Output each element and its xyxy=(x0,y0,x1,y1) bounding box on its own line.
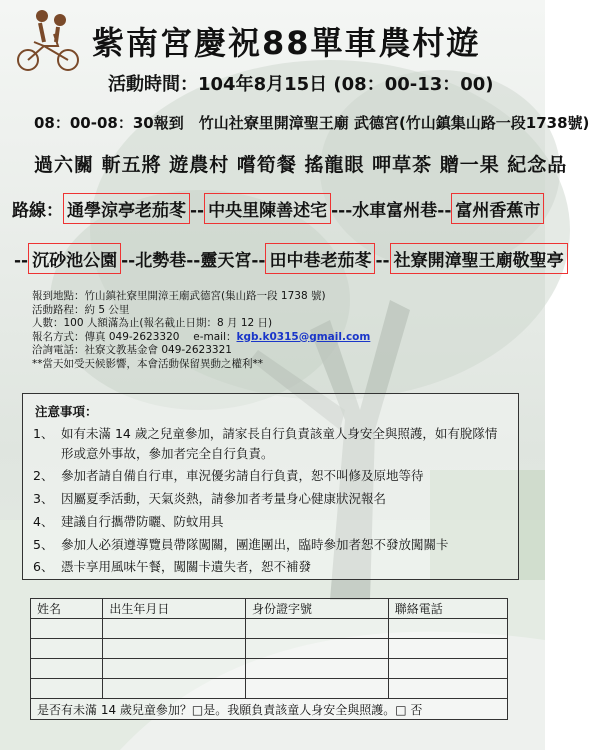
route-connector: --北勢巷--靈天宮-- xyxy=(121,251,266,271)
route-label: 路線： xyxy=(12,201,63,221)
notice-text: 參加人必須遵導覽員帶隊闖關，團進團出，臨時參加者恕不發放闖關卡 xyxy=(61,537,449,552)
participant-count: 人數：100 人額滿為止(報名截止日期：8 月 12 日) xyxy=(32,317,273,329)
event-time: 活動時間：104年8月15日 (08：00-13：00) xyxy=(108,74,494,95)
phone-column-header: 聯絡電話 xyxy=(388,599,507,619)
route-connector: -- xyxy=(14,251,29,271)
child-participation-question[interactable]: 是否有未滿 14 歲兒童參加？□是。我願負責該童人身安全與照護。□ 否 xyxy=(31,699,508,720)
route-stop: 沉砂池公園 xyxy=(28,243,121,274)
form-blank-row[interactable] xyxy=(31,639,508,659)
activities-list: 過六關 斬五將 遊農村 嚐筍餐 搖龍眼 呷草茶 贈一果 紀念品 xyxy=(34,154,568,176)
check-in-info: 08：00-08：30報到 竹山社寮里開漳聖王廟 武德宮(竹山鎮集山路一段1738號) xyxy=(34,114,589,132)
notice-item xyxy=(33,466,501,486)
event-info xyxy=(32,290,370,371)
route-connector: -- xyxy=(375,251,390,271)
notice-title: 注意事項： xyxy=(35,404,98,419)
checkin-location: 報到地點：竹山鎮社寮里開漳王廟武德宮(集山路一段 1738 號) xyxy=(32,290,326,302)
notice-item xyxy=(33,535,501,555)
route-stop: 社寮開漳聖王廟敬聖亭 xyxy=(390,243,568,274)
route-stop: 通學涼亭老茄苳 xyxy=(63,193,190,224)
route-line-1 xyxy=(12,193,544,224)
form-blank-row[interactable] xyxy=(31,659,508,679)
notice-number: 3、 xyxy=(33,491,54,506)
registration-form-table xyxy=(30,598,508,720)
notice-number: 5、 xyxy=(33,537,54,552)
route-stop: 中央里陳善述宅 xyxy=(204,193,331,224)
form-blank-row[interactable] xyxy=(31,619,508,639)
route-line-2 xyxy=(14,243,568,274)
notice-text: 參加者請自備自行車，車況優劣請自行負責，恕不叫修及原地等待 xyxy=(61,468,424,483)
notice-box xyxy=(22,393,519,580)
form-blank-row[interactable] xyxy=(31,679,508,699)
email-link[interactable]: kgb.k0315@gmail.com xyxy=(236,330,371,343)
form-footer-row xyxy=(31,699,508,720)
route-stop: 富州香蕉市 xyxy=(451,193,544,224)
name-column-header: 姓名 xyxy=(31,599,103,619)
cyclists-logo xyxy=(14,6,82,72)
signup-method xyxy=(32,331,370,345)
notice-number: 1、 xyxy=(33,426,54,441)
notice-item xyxy=(33,512,501,532)
contact-phone: 洽詢電話：社寮文教基金會 049-2623321 xyxy=(32,344,232,356)
signup-prefix: 報名方式：傳真 049-2623320 e-mail： xyxy=(32,330,237,343)
id-number-column-header: 身份證字號 xyxy=(246,599,389,619)
notice-text: 因屬夏季活動，天氣炎熱，請參加者考量身心健康狀況報名 xyxy=(61,491,387,506)
birthdate-column-header: 出生年月日 xyxy=(103,599,246,619)
notice-number: 4、 xyxy=(33,514,54,529)
notice-number: 6、 xyxy=(33,559,54,574)
route-connector: -- xyxy=(190,201,205,221)
notice-text: 憑卡享用風味午餐，闖關卡遺失者，恕不補發 xyxy=(61,559,312,574)
notice-text: 如有未滿 14 歲之兒童參加，請家長自行負責該童人身安全與照護，如有脫隊情形或意外事故，參加者完全自行負責。 xyxy=(61,426,498,461)
form-header-row xyxy=(31,599,508,619)
route-distance: 活動路程：約 5 公里 xyxy=(32,303,130,316)
notice-item xyxy=(33,557,501,577)
notice-number: 2、 xyxy=(33,468,54,483)
flyer-title: 紫南宮慶祝88單車農村遊 xyxy=(92,24,481,62)
notice-item xyxy=(33,489,501,509)
route-stop: 田中巷老茄苳 xyxy=(265,243,375,274)
weather-note: **當天如受天候影響，本會活動保留異動之權利** xyxy=(32,357,263,370)
route-connector: ---水車富州巷-- xyxy=(331,201,452,221)
notice-text: 建議自行攜帶防曬、防蚊用具 xyxy=(61,514,224,529)
notice-item xyxy=(33,424,501,464)
